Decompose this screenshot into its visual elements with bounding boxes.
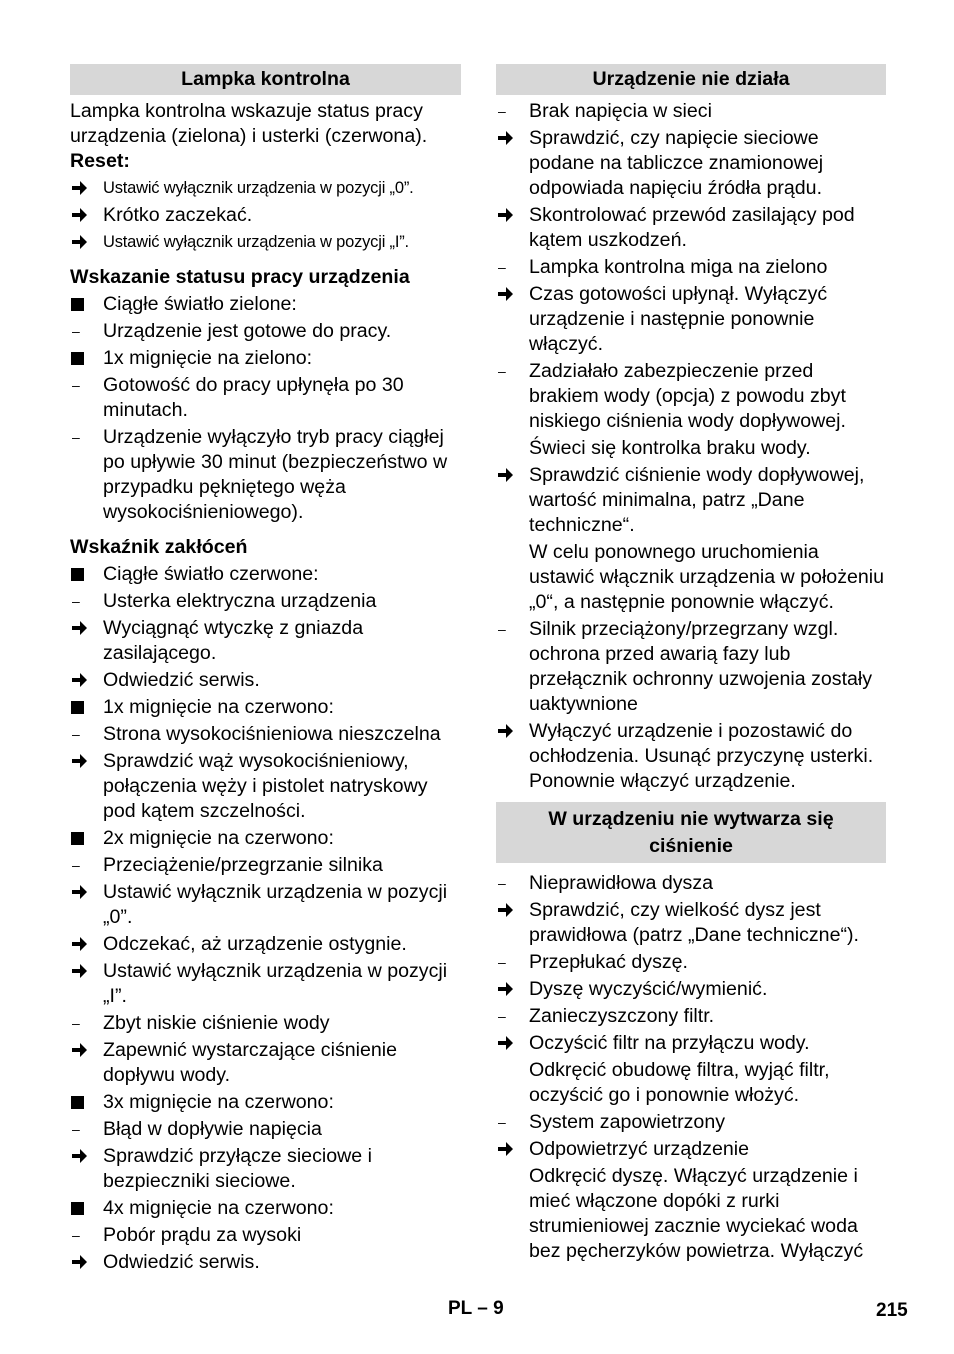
- dash-bullet-icon: –: [498, 1114, 506, 1130]
- dash-bullet-icon: –: [72, 1121, 80, 1137]
- dash-bullet-icon: –: [72, 1015, 80, 1031]
- list-item: – Pobór prądu za wysoki: [72, 1224, 302, 1246]
- list-item: Odpowietrzyć urządzenie: [496, 1137, 886, 1162]
- section-heading-lampka-kontrolna: Lampka kontrolna: [70, 64, 461, 95]
- list-item: Krótko zaczekać.: [70, 203, 461, 228]
- continuation-paragraph: Odkręcić dyszę. Włączyć urządzenie i mieć włączone dopóki z rurki strumieniowej zacznie wyciekać woda bez pęcherzyków powietrza. Wyłączyć: [529, 1165, 864, 1262]
- arrow-right-icon: [496, 977, 526, 1004]
- arrow-right-icon: [70, 176, 100, 204]
- page-number: 215: [876, 1300, 908, 1321]
- list-item: 2x mignięcie na czerwono:: [70, 826, 461, 851]
- list-item: Sprawdzić, czy wielkość dysz jest prawidłowa (patrz „Dane techniczne“).: [496, 898, 886, 948]
- list-item: Sprawdzić wąż wysokociśnieniowy, połączenia węży i pistolet natryskowy pod kątem szczelności.: [70, 749, 461, 824]
- intro-paragraph: Lampka kontrolna wskazuje status pracy urządzenia (zielona) i usterki (czerwona).: [70, 100, 428, 147]
- list-item: Ciągłe światło zielone:: [70, 292, 461, 317]
- status-heading: Wskazanie statusu pracy urządzenia: [70, 266, 410, 288]
- dash-bullet-icon: –: [72, 1227, 80, 1243]
- list-item: Ustawić wyłącznik urządzenia w pozycji „I”.: [70, 959, 461, 1009]
- list-item: Ustawić wyłącznik urządzenia w pozycji „0”.: [70, 880, 461, 930]
- arrow-right-icon: [496, 126, 526, 153]
- list-item: Sprawdzić, czy napięcie sieciowe podane na tabliczce znamionowej odpowiada napięciu źródła prądu.: [496, 126, 886, 201]
- dash-bullet-icon: –: [72, 857, 80, 873]
- list-item: – Błąd w dopływie napięcia: [72, 1118, 322, 1140]
- dash-bullet-icon: –: [498, 103, 506, 119]
- list-item: – Zadziałało zabezpieczenie przed brakiem wody (opcja) z powodu zbyt niskiego ciśnienia wody dopływowej.: [498, 360, 846, 432]
- arrow-right-icon: [496, 463, 526, 490]
- square-bullet-icon: [70, 346, 100, 372]
- list-item: Wyłączyć urządzenie i pozostawić do ochłodzenia. Usunąć przyczynę usterki. Ponownie włączyć urządzenie.: [496, 719, 886, 794]
- square-bullet-icon: [70, 695, 100, 721]
- list-item: Odwiedzić serwis.: [70, 668, 461, 693]
- list-item: – Urządzenie jest gotowe do pracy.: [72, 320, 392, 342]
- reset-label: Reset:: [70, 150, 130, 172]
- list-item: – Urządzenie wyłączyło tryb pracy ciągłej po upływie 30 minut (bezpieczeństwo w przypadku pękniętego węża wysokociśnieniowego).: [72, 426, 448, 523]
- dash-bullet-icon: –: [498, 363, 506, 379]
- arrow-right-icon: [70, 1250, 100, 1277]
- dash-bullet-icon: –: [498, 954, 506, 970]
- list-item: – Usterka elektryczna urządzenia: [72, 590, 377, 612]
- arrow-right-icon: [70, 1144, 100, 1171]
- square-bullet-icon: [70, 292, 100, 318]
- dash-bullet-icon: –: [498, 1008, 506, 1024]
- fault-heading: Wskaźnik zakłóceń: [70, 536, 248, 558]
- arrow-right-icon: [70, 230, 100, 258]
- list-item: Oczyścić filtr na przyłączu wody.: [496, 1031, 886, 1056]
- arrow-right-icon: [70, 749, 100, 776]
- list-item: – Zanieczyszczony filtr.: [498, 1005, 715, 1027]
- dash-bullet-icon: –: [498, 259, 506, 275]
- list-item: – Zbyt niskie ciśnienie wody: [72, 1012, 330, 1034]
- list-item: Czas gotowości upłynął. Wyłączyć urządzenie i następnie ponownie włączyć.: [496, 282, 886, 357]
- left-column: [70, 64, 461, 1275]
- list-item: Zapewnić wystarczające ciśnienie dopływu wody.: [70, 1038, 461, 1088]
- list-item: – Gotowość do pracy upłynęła po 30 minutach.: [72, 374, 404, 421]
- list-item: – Strona wysokociśnieniowa nieszczelna: [72, 723, 441, 745]
- list-item: Wyciągnąć wtyczkę z gniazda zasilającego.: [70, 616, 461, 666]
- arrow-right-icon: [70, 668, 100, 695]
- list-item: 3x mignięcie na czerwono:: [70, 1090, 461, 1115]
- arrow-right-icon: [70, 1038, 100, 1065]
- arrow-right-icon: [70, 959, 100, 986]
- dash-bullet-icon: –: [498, 621, 506, 637]
- list-item: – Lampka kontrolna miga na zielono: [498, 256, 828, 278]
- footer-language: PL: [448, 1298, 472, 1319]
- square-bullet-icon: [70, 826, 100, 852]
- section-heading-brak-cisnienia: W urządzeniu nie wytwarza się ciśnienie: [496, 802, 886, 863]
- list-item: 4x mignięcie na czerwono:: [70, 1196, 461, 1221]
- dash-bullet-icon: –: [72, 593, 80, 609]
- arrow-right-icon: [496, 203, 526, 230]
- arrow-right-icon: [496, 1031, 526, 1058]
- dash-bullet-icon: –: [72, 429, 80, 445]
- arrow-right-icon: [496, 719, 526, 746]
- arrow-right-icon: [70, 880, 100, 907]
- square-bullet-icon: [70, 1196, 100, 1222]
- section-heading-urzadzenie-nie-dziala: Urządzenie nie działa: [496, 64, 886, 95]
- list-item: – Przepłukać dyszę.: [498, 951, 688, 973]
- list-item: 1x mignięcie na zielono:: [70, 346, 461, 371]
- list-item: – System zapowietrzony: [498, 1111, 726, 1133]
- continuation-paragraph: Odkręcić obudowę filtra, wyjąć filtr, oczyścić go i ponownie włożyć.: [529, 1059, 830, 1106]
- list-item: 1x mignięcie na czerwono:: [70, 695, 461, 720]
- dash-bullet-icon: –: [72, 726, 80, 742]
- arrow-right-icon: [70, 616, 100, 643]
- arrow-right-icon: [70, 203, 100, 230]
- list-item: Sprawdzić ciśnienie wody dopływowej, wartość minimalna, patrz „Dane techniczne“.: [496, 463, 886, 538]
- list-item: Ustawić wyłącznik urządzenia w pozycji „0”.: [70, 176, 461, 201]
- list-item: Dyszę wyczyścić/wymienić.: [496, 977, 886, 1002]
- list-item: Sprawdzić przyłącze sieciowe i bezpieczniki sieciowe.: [70, 1144, 461, 1194]
- square-bullet-icon: [70, 1090, 100, 1116]
- arrow-right-icon: [496, 1137, 526, 1164]
- arrow-right-icon: [496, 282, 526, 309]
- continuation-paragraph: W celu ponownego uruchomienia ustawić włącznik urządzenia w położeniu „0“, a następnie ponownie włączyć.: [529, 541, 885, 613]
- list-item: Skontrolować przewód zasilający pod kątem uszkodzeń.: [496, 203, 886, 253]
- right-column: [496, 64, 886, 1264]
- continuation-paragraph: Świeci się kontrolka braku wody.: [529, 437, 811, 459]
- list-item: – Silnik przeciążony/przegrzany wzgl. ochrona przed awarią fazy lub przełącznik ochronny uzwojenia zostały uaktywnione: [498, 618, 873, 715]
- list-item: – Nieprawidłowa dysza: [498, 872, 714, 894]
- square-bullet-icon: [70, 562, 100, 588]
- list-item: Ustawić wyłącznik urządzenia w pozycji „I”.: [70, 230, 461, 255]
- footer-section-page: [448, 1296, 504, 1321]
- arrow-right-icon: [496, 898, 526, 925]
- list-item: – Brak napięcia w sieci: [498, 100, 712, 122]
- dash-bullet-icon: –: [498, 875, 506, 891]
- arrow-right-icon: [70, 932, 100, 959]
- list-item: Odczekać, aż urządzenie ostygnie.: [70, 932, 461, 957]
- list-item: – Przeciążenie/przegrzanie silnika: [72, 854, 383, 876]
- list-item: Ciągłe światło czerwone:: [70, 562, 461, 587]
- list-item: Odwiedzić serwis.: [70, 1250, 461, 1275]
- footer-section-number: – 9: [477, 1298, 504, 1319]
- dash-bullet-icon: –: [72, 323, 80, 339]
- dash-bullet-icon: –: [72, 377, 80, 393]
